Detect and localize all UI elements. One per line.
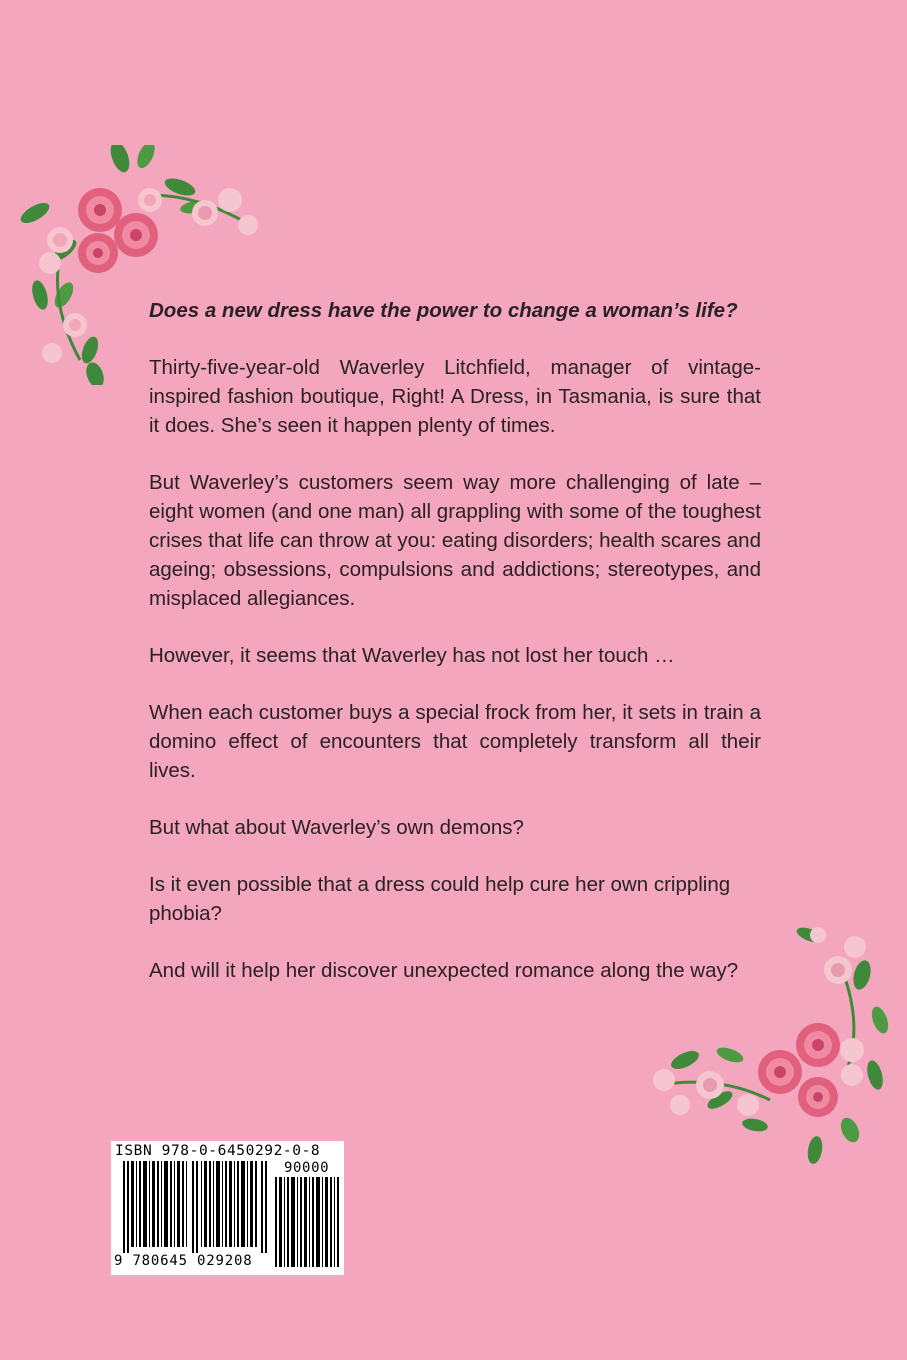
- rose-cluster-bottom-icon: [640, 925, 890, 1165]
- tagline: Does a new dress have the power to change a woman’s life?: [149, 299, 738, 322]
- blurb-paragraph: But what about Waverley’s own demons?: [149, 816, 524, 839]
- blurb-paragraph: When each customer buys a special frock from her, it sets in train a domino effect of encounters that completely transform all their lives.: [149, 701, 761, 782]
- blurb-paragraph: But Waverley’s customers seem way more challenging of late – eight women (and one man) all grappling with some of the toughest crises that life can throw at you: eating disorders; health scares and ageing; obsessions, compulsions and addictions; stereotypes, and misplaced allegiances.: [149, 471, 761, 610]
- blurb-paragraph: Thirty-five-year-old Waverley Litchfield, manager of vintage-inspired fashion boutique, Right! A Dress, in Tasmania, is sure that it does. She’s seen it happen plenty of times.: [149, 356, 761, 437]
- addon-barcode-bars-icon: [275, 1177, 339, 1267]
- back-cover-blurb: [149, 296, 761, 1013]
- blurb-paragraph: However, it seems that Waverley has not lost her touch …: [149, 644, 675, 667]
- isbn-barcode: [111, 1141, 344, 1275]
- isbn-label: ISBN 978-0-6450292-0-8: [115, 1143, 321, 1159]
- ean-digits: 9 780645 029208: [114, 1253, 253, 1269]
- price-code: 90000: [284, 1160, 330, 1176]
- barcode-bars-icon: [123, 1161, 269, 1253]
- blurb-paragraph: Is it even possible that a dress could help cure her own crippling phobia?: [149, 873, 731, 925]
- blurb-paragraph: And will it help her discover unexpected romance along the way?: [149, 959, 739, 982]
